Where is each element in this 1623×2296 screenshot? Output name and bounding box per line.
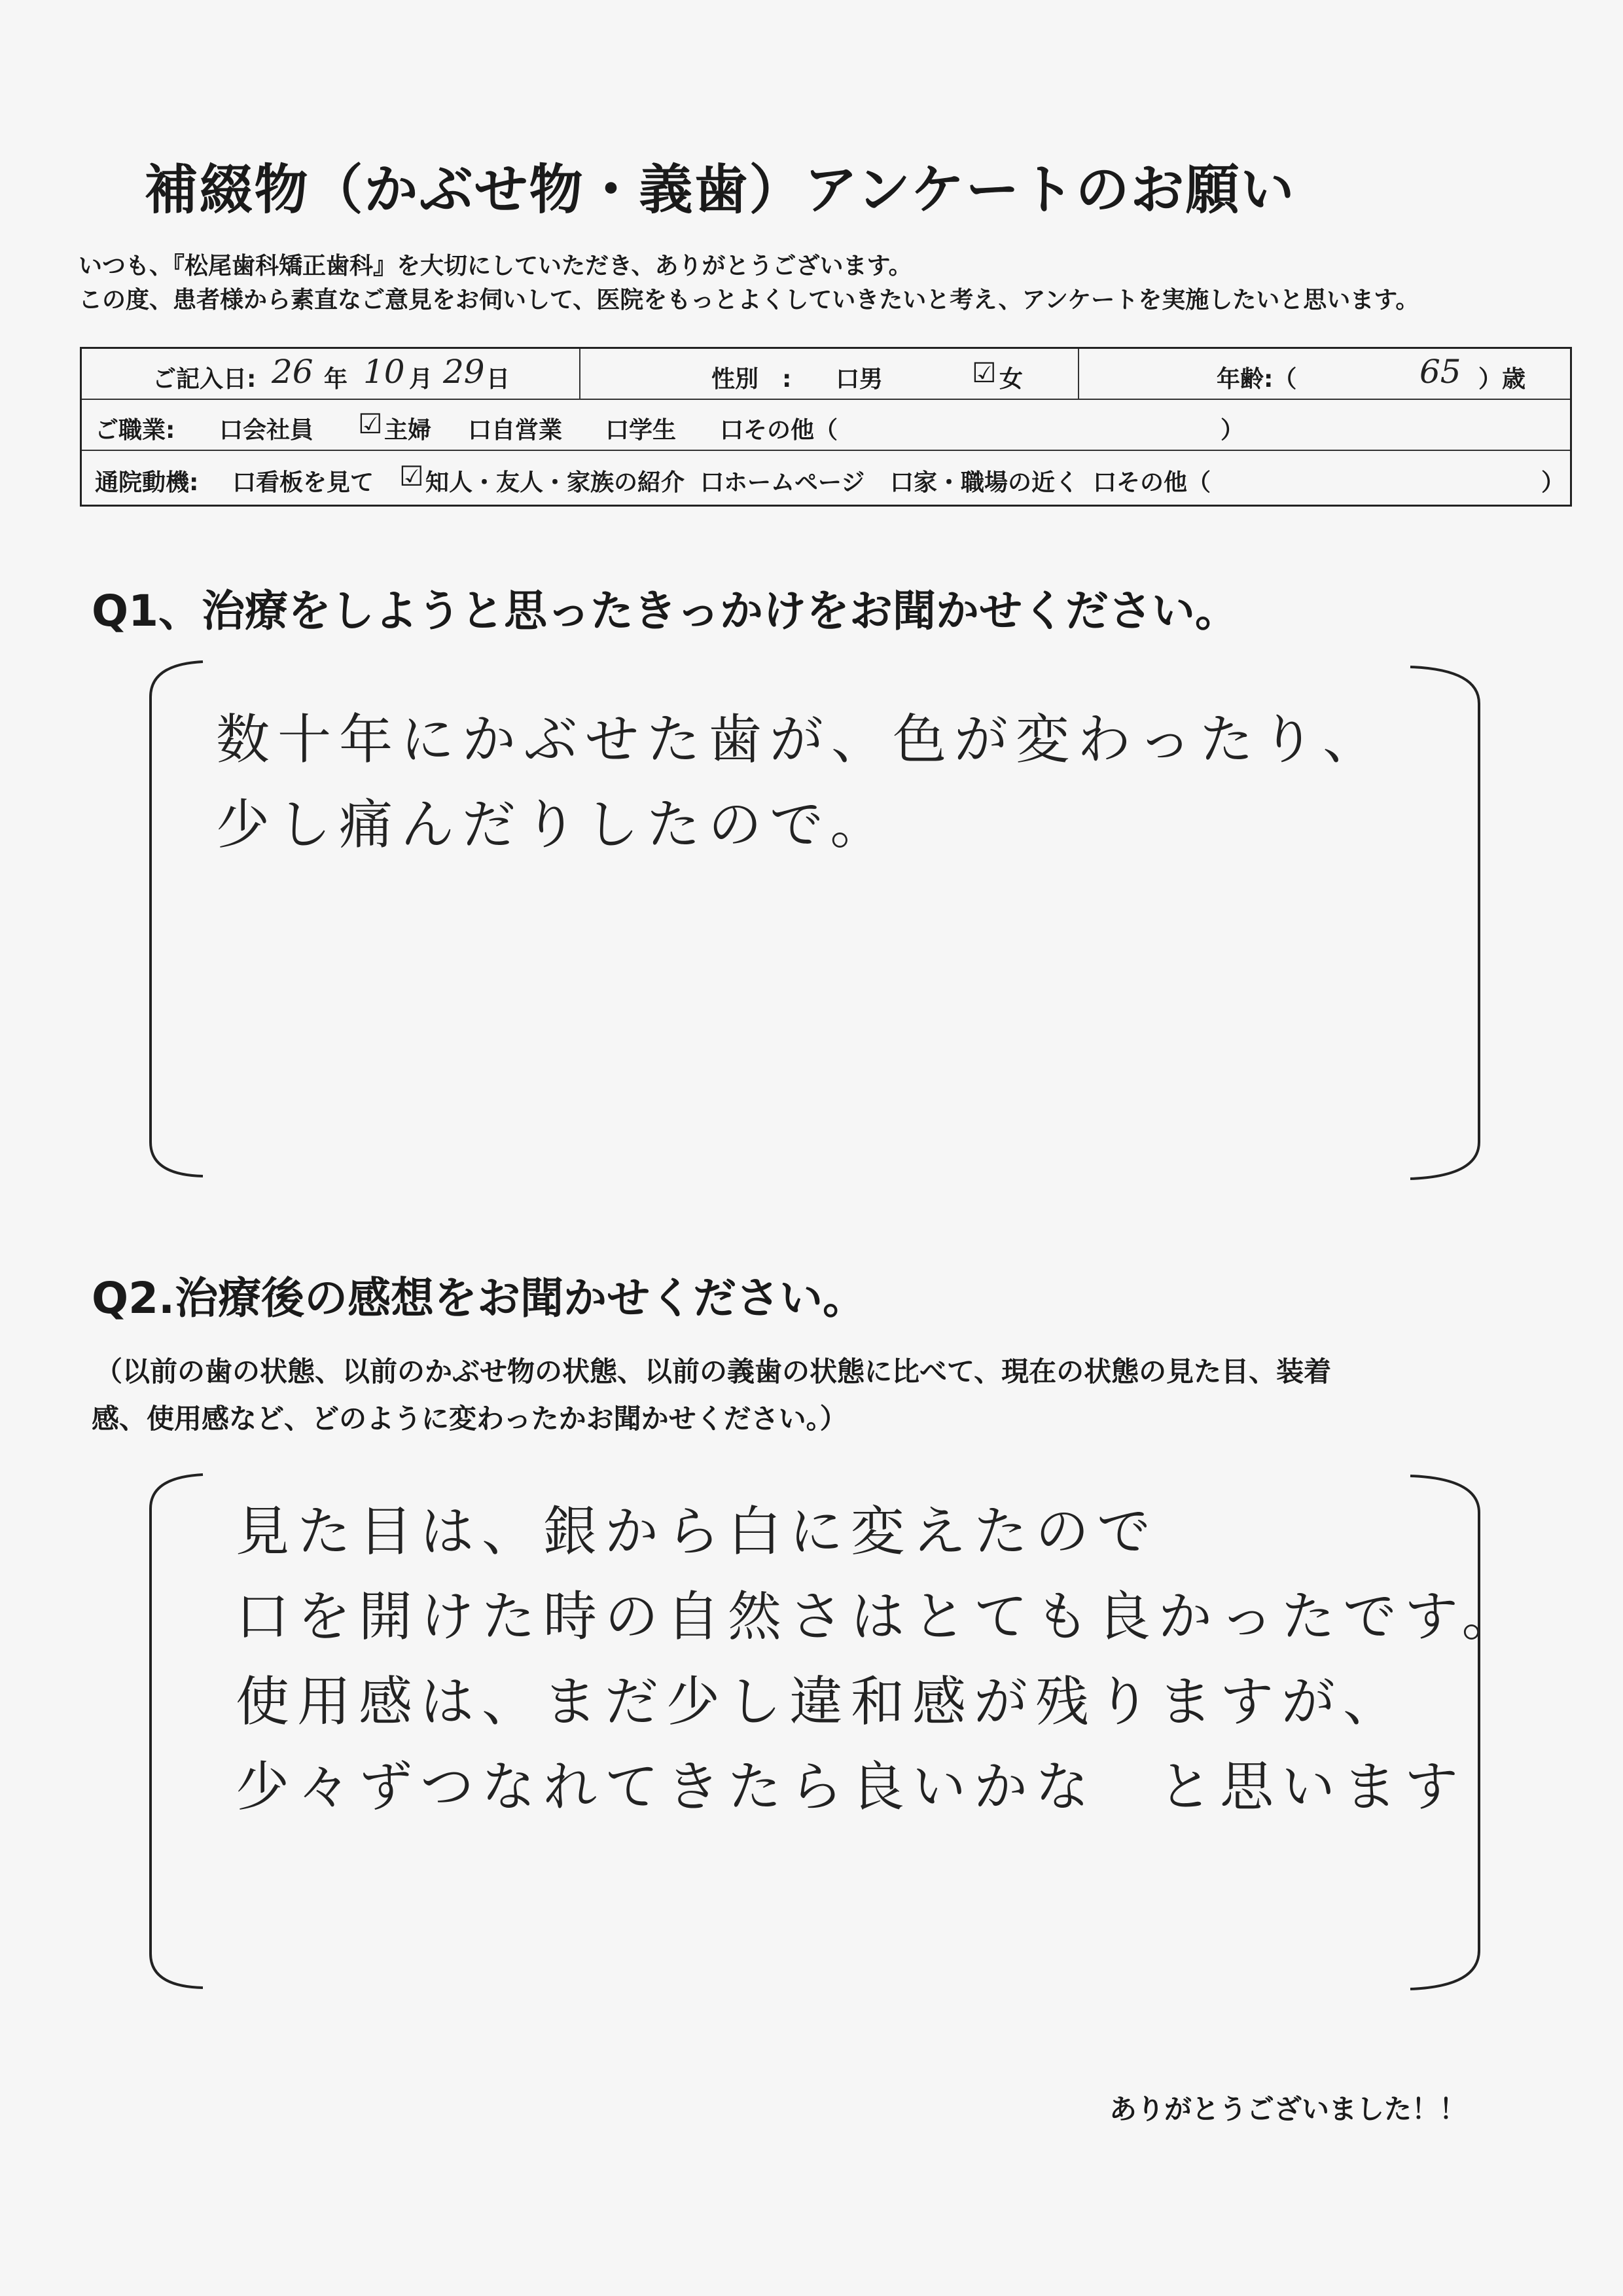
- age-label: 年齢:（: [1217, 366, 1297, 393]
- closing-thanks: ありがとうございました！！: [1109, 2093, 1467, 2125]
- q2-question: Q2.治療後の感想をお聞かせください。: [92, 1273, 866, 1323]
- reason-signboard[interactable]: 口看板を見て: [232, 469, 374, 496]
- month-label: 月: [409, 366, 433, 393]
- date-label: ご記入日:: [152, 366, 257, 393]
- day-label: 日: [486, 366, 510, 393]
- reason-label: 通院動機:: [95, 469, 199, 496]
- date-day-value[interactable]: 29: [443, 353, 485, 391]
- date-year-value[interactable]: 26: [272, 353, 313, 391]
- info-row-reason: [82, 451, 1570, 505]
- occupation-self-employed[interactable]: 口自営業: [468, 417, 563, 444]
- q1-answer-line-2[interactable]: 少し痛んだりしたので。: [216, 794, 892, 856]
- q1-answer-line-1[interactable]: 数十年にかぶせた歯が、色が変わったり、: [216, 709, 1385, 771]
- occupation-other[interactable]: 口その他（: [720, 417, 838, 444]
- occupation-label: ご職業:: [95, 417, 175, 444]
- q2-answer-line-1[interactable]: 見た目は、銀から白に変えたので: [236, 1501, 1159, 1563]
- age-cell: [1079, 349, 1574, 399]
- page-title: 補綴物（かぶせ物・義歯）アンケートのお願い: [144, 159, 1296, 221]
- occupation-housewife[interactable]: 主婦: [384, 417, 432, 444]
- q2-instructions-line-1: （以前の歯の状態、以前のかぶせ物の状態、以前の義歯の状態に比べて、現在の状態の見た目、装着: [95, 1355, 1332, 1388]
- q2-answer-line-4[interactable]: 少々ずつなれてきたら良いかな と思います: [236, 1756, 1467, 1818]
- q2-instructions: [92, 1348, 1535, 1443]
- occupation-housewife-checkbox[interactable]: ☑: [358, 408, 383, 440]
- date-month-value[interactable]: 10: [363, 353, 405, 391]
- reason-near-home-work[interactable]: 口家・職場の近く: [890, 469, 1079, 496]
- q1-question: Q1、治療をしようと思ったきっかけをお聞かせください。: [92, 586, 1239, 636]
- reason-referral-checkbox[interactable]: ☑: [399, 460, 424, 492]
- gender-female-checkbox[interactable]: ☑: [972, 357, 997, 389]
- q2-answer-line-2[interactable]: 口を開けた時の自然さはとても良かったです。: [236, 1586, 1524, 1648]
- gender-cell: [580, 349, 1079, 399]
- intro-line-1: いつも、『松尾歯科矯正歯科』を大切にしていただき、ありがとうございます。: [79, 253, 912, 279]
- gender-label: 性別 :: [711, 366, 792, 393]
- q2-answer-line-3[interactable]: 使用感は、まだ少し違和感が残りますが、: [236, 1671, 1405, 1733]
- reason-homepage[interactable]: 口ホームページ: [700, 469, 865, 496]
- q2-instructions-line-2: 感、使用感など、どのように変わったかお聞かせください。）: [92, 1403, 847, 1435]
- occupation-student[interactable]: 口学生: [605, 417, 677, 444]
- age-suffix: ）歳: [1478, 366, 1526, 393]
- occupation-company-employee[interactable]: 口会社員: [219, 417, 314, 444]
- gender-male-option[interactable]: 口男: [836, 366, 883, 393]
- gender-female-option[interactable]: 女: [999, 366, 1024, 393]
- occupation-other-close: ）: [1221, 417, 1245, 444]
- reason-other-close: ）: [1541, 469, 1565, 496]
- intro-line-2: この度、患者様から素直なご意見をお伺いして、医院をもっとよくしていきたいと考え、アンケートを実施したいと思います。: [79, 287, 1419, 314]
- year-label: 年: [324, 366, 348, 393]
- age-value[interactable]: 65: [1419, 353, 1461, 391]
- reason-other[interactable]: 口その他（: [1093, 469, 1211, 496]
- info-row-occupation: [82, 400, 1570, 451]
- info-table: [80, 347, 1572, 507]
- date-cell: [82, 349, 580, 399]
- reason-referral[interactable]: 知人・友人・家族の紹介: [425, 469, 685, 496]
- info-row-date: [82, 349, 1570, 400]
